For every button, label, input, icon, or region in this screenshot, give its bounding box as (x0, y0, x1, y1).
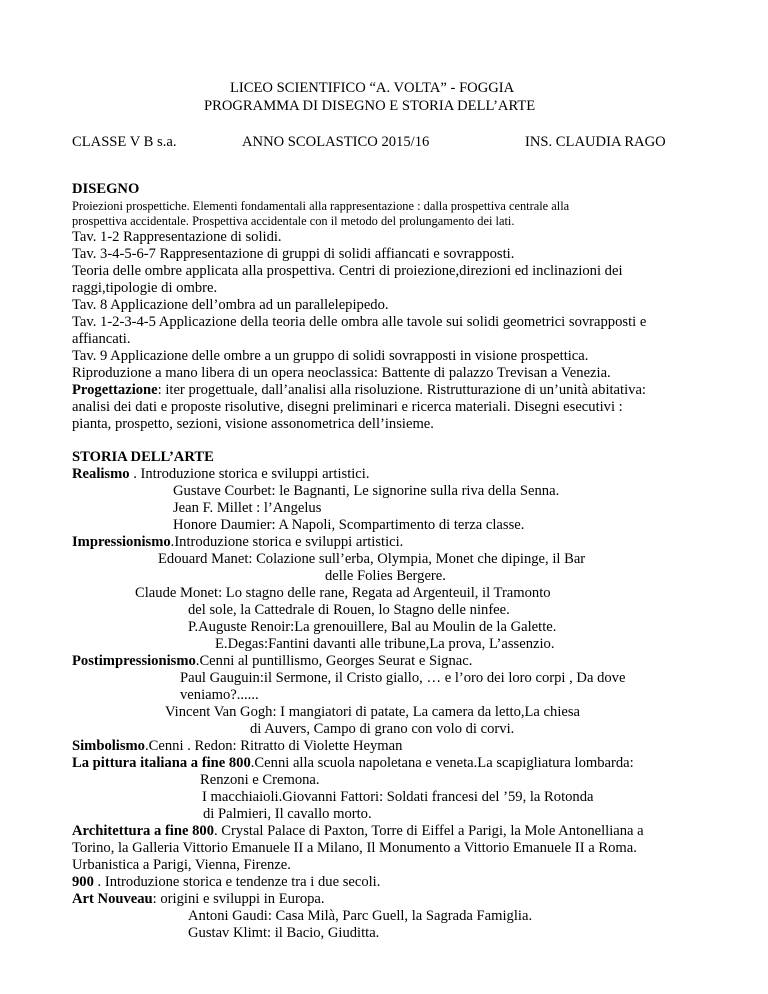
pittura-italiana-line: La pittura italiana a fine 800.Cenni alla scuola napoletana e veneta.La scapigliatura lombarda: (72, 755, 634, 771)
postimpressionismo-artist: di Auvers, Campo di grano con volo di corvi. (250, 721, 515, 737)
postimpressionismo-artist: veniamo?...... (180, 687, 259, 703)
realismo-line: Realismo . Introduzione storica e sviluppi artistici. (72, 466, 370, 482)
realismo-artist: Honore Daumier: A Napoli, Scompartimento di terza classe. (173, 517, 525, 533)
postimpressionismo-artist: Paul Gauguin:il Sermone, il Cristo giallo, … e l’oro dei loro corpi , Da dove (180, 670, 626, 686)
architettura-line: Torino, la Galleria Vittorio Emanuele II a Milano, Il Monumento a Vittorio Emanuele II a Roma. (72, 840, 637, 856)
disegno-line: Tav. 8 Applicazione dell’ombra ad un parallelepipedo. (72, 297, 389, 313)
architettura-line: Architettura a fine 800. Crystal Palace di Paxton, Torre di Eiffel a Parigi, la Mole Antonelliana a (72, 823, 644, 839)
realismo-artist: Jean F. Millet : l’Angelus (173, 500, 322, 516)
teacher-name: INS. CLAUDIA RAGO (525, 134, 666, 150)
pittura-italiana-artist: Renzoni e Cremona. (200, 772, 320, 788)
class-label: CLASSE V B s.a. (72, 134, 177, 150)
progettazione-line: pianta, prospetto, sezioni, visione assonometrica dell’insieme. (72, 416, 434, 432)
realismo-artist: Gustave Courbet: le Bagnanti, Le signorine sulla riva della Senna. (173, 483, 560, 499)
impressionismo-artist: Claude Monet: Lo stagno delle rane, Regata ad Argenteuil, il Tramonto (135, 585, 551, 601)
program-title: PROGRAMMA DI DISEGNO E STORIA DELL’ARTE (204, 98, 536, 114)
art-nouveau-artist: Gustav Klimt: il Bacio, Giuditta. (188, 925, 380, 941)
school-title: LICEO SCIENTIFICO “A. VOLTA” - FOGGIA (230, 80, 515, 96)
disegno-line: affiancati. (72, 331, 131, 347)
pittura-italiana-artist: di Palmieri, Il cavallo morto. (203, 806, 372, 822)
school-year: ANNO SCOLASTICO 2015/16 (242, 134, 430, 150)
art-nouveau-line: Art Nouveau: origini e sviluppi in Europa. (72, 891, 325, 907)
impressionismo-artist: del sole, la Cattedrale di Rouen, lo Stagno delle ninfee. (188, 602, 510, 618)
progettazione-line: Progettazione: iter progettuale, dall’analisi alla risoluzione. Ristrutturazione di un’unità abitativa: (72, 382, 646, 398)
disegno-line: Tav. 3-4-5-6-7 Rappresentazione di gruppi di solidi affiancati e sovrapposti. (72, 246, 515, 262)
postimpressionismo-artist: Vincent Van Gogh: I mangiatori di patate, La camera da letto,La chiesa (165, 704, 581, 720)
disegno-line: Tav. 9 Applicazione delle ombre a un gruppo di solidi sovrapposti in visione prospettica. (72, 348, 589, 364)
postimpressionismo-line: Postimpressionismo.Cenni al puntillismo, Georges Seurat e Signac. (72, 653, 473, 669)
pittura-italiana-artist: I macchiaioli.Giovanni Fattori: Soldati francesi del ’59, la Rotonda (202, 789, 594, 805)
disegno-line: Tav. 1-2-3-4-5 Applicazione della teoria delle ombra alle tavole sui solidi geometrici sovrapposti e (72, 314, 647, 330)
architettura-line: Urbanistica a Parigi, Vienna, Firenze. (72, 857, 291, 873)
disegno-line: Tav. 1-2 Rappresentazione di solidi. (72, 229, 282, 245)
disegno-intro-line-1: Proiezioni prospettiche. Elementi fondamentali alla rappresentazione : dalla prospettiva centrale alla (72, 199, 570, 213)
disegno-line: raggi,tipologie di ombre. (72, 280, 218, 296)
disegno-heading: DISEGNO (72, 181, 140, 197)
disegno-intro-line-2: prospettiva accidentale. Prospettiva accidentale con il metodo del prolungamento dei lati. (72, 214, 515, 228)
impressionismo-line: Impressionismo.Introduzione storica e sviluppi artistici. (72, 534, 404, 550)
impressionismo-artist: delle Folies Bergere. (325, 568, 446, 584)
storia-heading: STORIA DELL’ARTE (72, 449, 214, 465)
art-nouveau-artist: Antoni Gaudi: Casa Milà, Parc Guell, la Sagrada Famiglia. (188, 908, 533, 924)
disegno-line: Teoria delle ombre applicata alla prospettiva. Centri di proiezione,direzioni ed inclinazioni dei (72, 263, 623, 279)
disegno-line: Riproduzione a mano libera di un opera neoclassica: Battente di palazzo Trevisan a Venezia. (72, 365, 611, 381)
impressionismo-artist: E.Degas:Fantini davanti alle tribune,La prova, L’assenzio. (215, 636, 555, 652)
novecento-line: 900 . Introduzione storica e tendenze tra i due secoli. (72, 874, 381, 890)
impressionismo-artist: Edouard Manet: Colazione sull’erba, Olympia, Monet che dipinge, il Bar (158, 551, 586, 567)
progettazione-line: analisi dei dati e proposte risolutive, disegni preliminari e ricerca materiali. Disegni esecutivi : (72, 399, 623, 415)
simbolismo-line: Simbolismo.Cenni . Redon: Ritratto di Violette Heyman (72, 738, 403, 754)
impressionismo-artist: P.Auguste Renoir:La grenouillere, Bal au Moulin de la Galette. (188, 619, 557, 635)
